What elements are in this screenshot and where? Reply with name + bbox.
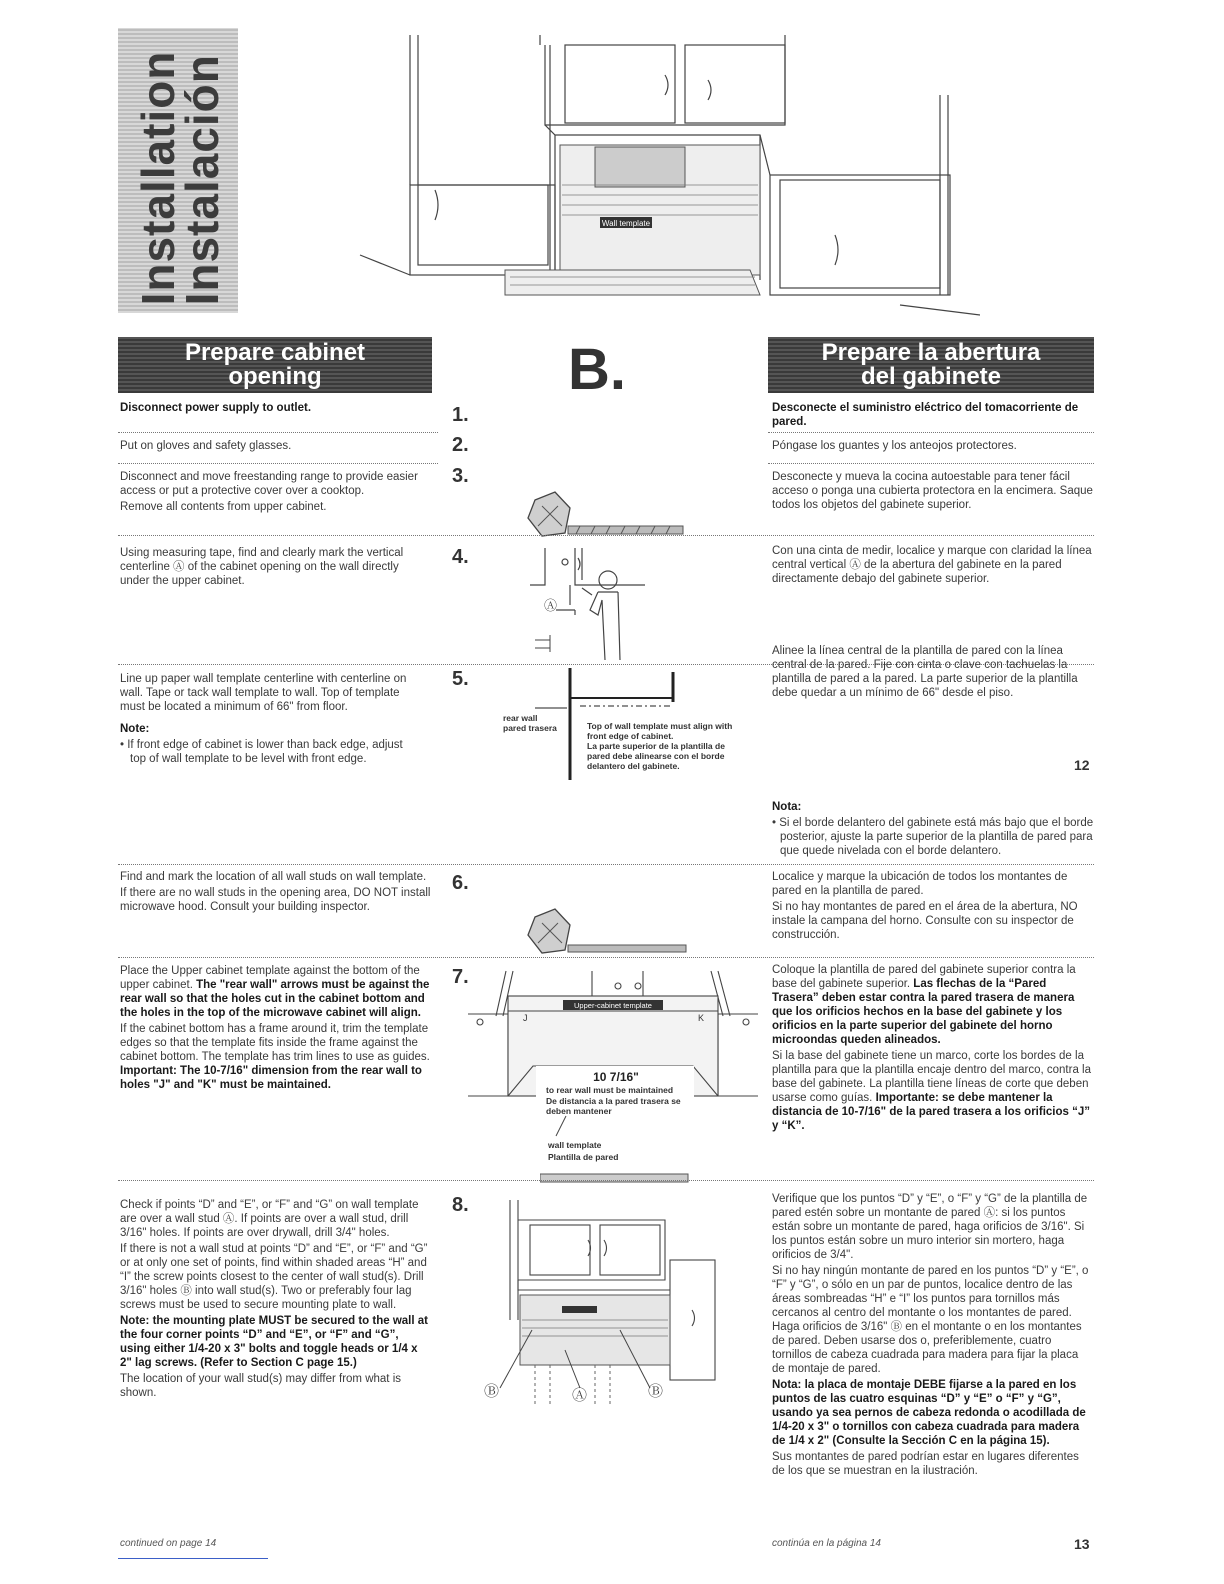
- step5-es-note-label: Nota:: [772, 801, 802, 813]
- fig7-cap1: to rear wall must be maintained: [546, 1085, 674, 1095]
- header-es-line2: del gabinete: [860, 363, 1002, 390]
- pared-trasera-label: pared trasera: [503, 723, 557, 733]
- page-number-12: 12: [1074, 757, 1090, 773]
- fig5-cap3: La parte superior de la plantilla de: [587, 741, 725, 751]
- divider: [768, 463, 1094, 464]
- step8-en-p1: Check if points “D” and “E”, or “F” and “G” on wall template are over a wall stud Ⓐ. If points are over a wall stud, drill 3/16" holes. If points are over drywall, drill 3/4" holes.: [120, 1199, 419, 1239]
- step1-en: Disconnect power supply to outlet.: [120, 402, 312, 414]
- step5-es-note: [772, 800, 1094, 860]
- step3-en-p1: Disconnect and move freestanding range to provide easier access or put a protective cover over a cooktop.: [120, 471, 418, 497]
- rear-wall-label: rear wall: [503, 713, 538, 723]
- step4-en: Using measuring tape, find and clearly mark the vertical centerline Ⓐ of the cabinet opening on the wall directly under the upper cabinet.: [120, 547, 404, 587]
- wall-template-label: Wall template: [601, 219, 651, 228]
- hole-b-left-label: Ⓑ: [484, 1383, 500, 1400]
- step8-es-p1: Verifique que los puntos “D” y “E”, o “F” y “G” de la plantilla de pared estén sobre un montante de pared Ⓐ: si los puntos están sobre un montante de pared, haga orificios de 3/16". Si los puntos están sobre un muro interior sin mortero, haga orificios de 3/4".: [772, 1193, 1088, 1261]
- step5-number: 5.: [452, 668, 469, 690]
- step3-en: [120, 470, 426, 516]
- plantilla-pared-caption: Plantilla de pared: [548, 1152, 619, 1162]
- step6-en-p2: If there are no wall studs in the opening area, DO NOT install microwave hood. Consult your building inspector.: [120, 887, 431, 913]
- header-en-line1: Prepare cabinet: [184, 339, 366, 366]
- step6-es-p1: Localice y marque la ubicación de todos los montantes de pared en la plantilla de pared.: [772, 871, 1068, 897]
- step6-es: [772, 870, 1094, 944]
- divider: [118, 432, 438, 433]
- wall-template-caption: wall template: [548, 1140, 602, 1150]
- step4-number: 4.: [452, 546, 469, 568]
- divider: [118, 463, 438, 464]
- step6-es-p2: Si no hay montantes de pared en el área de la abertura, NO instale la campana del horno. Consulte con su inspector de construcción.: [772, 901, 1078, 941]
- header-es-line1: Prepare la abertura: [821, 339, 1041, 366]
- step6-en: [120, 870, 432, 916]
- footer-continued-en: continued on page 14: [120, 1538, 217, 1549]
- step7-es-p1a: Coloque la plantilla de pared del gabinete superior contra la base del gabinete superior.: [772, 964, 1076, 990]
- header-en-line2: opening: [228, 363, 322, 390]
- fig5-cap1: Top of wall template must align with: [587, 721, 733, 731]
- step7-en: [120, 964, 432, 1094]
- point-k-label: K: [698, 1013, 705, 1023]
- step7-number: 7.: [452, 966, 469, 988]
- mounting-studs-illustration: [470, 1200, 720, 1410]
- stud-a-label: Ⓐ: [572, 1387, 588, 1404]
- step1-es: Desconecte el suministro eléctrico del tomacorriente de pared.: [772, 402, 1079, 428]
- step5-en-text: Line up paper wall template centerline with centerline on wall. Tape or tack wall template to wall. Top of template must be located a minimum of 66" from floor.: [120, 673, 407, 713]
- divider: [118, 864, 1094, 865]
- fig5-cap4: pared debe alinearse con el borde: [587, 751, 725, 761]
- template-alignment-illustration: [495, 668, 755, 788]
- divider: [118, 535, 1094, 536]
- divider: [768, 432, 1094, 433]
- step3-es: [772, 470, 1094, 514]
- tab-line-es: Instalación: [176, 54, 228, 306]
- step2-number: 2.: [452, 434, 469, 456]
- step2-en: Put on gloves and safety glasses.: [120, 440, 292, 452]
- step7-es-p2b: Importante: se debe mantener la distancia de 10-7/16" de la pared trasera a los orificios “J” y “K”.: [772, 1092, 1091, 1132]
- centerline-a-label: Ⓐ: [544, 598, 558, 613]
- step5-es-note: • Si el borde delantero del gabinete está más bajo que el borde posterior, ajuste la parte superior de la plantilla de pared para que quede nivelada con el borde delantero.: [772, 817, 1094, 857]
- section-letter: B.: [568, 337, 626, 402]
- step1-number: 1.: [452, 404, 469, 426]
- fig7-cap3: deben mantener: [546, 1106, 612, 1116]
- tab-title: [132, 50, 228, 306]
- measuring-tape-illustration: [520, 488, 690, 548]
- fig5-cap5: delantero del gabinete.: [587, 761, 680, 771]
- step2-es: Póngase los guantes y los anteojos protectores.: [772, 440, 1017, 452]
- step8-en-p2: If there is not a wall stud at points “D” and “E”, or “F” and “G” or at only one set of points, find within shaded areas “H” and “I” the screw points closest to the center of wall stud(s). Drill 3/16" holes Ⓑ into wall stud(s). Two or preferably four lag screws must be used to secure mounting plate to wall.: [120, 1243, 428, 1311]
- step8-number: 8.: [452, 1194, 469, 1216]
- fig7-cap2: De distancia a la pared trasera se: [546, 1096, 681, 1106]
- person-marking-illustration: [520, 540, 660, 665]
- step7-en-p1b: The "rear wall" arrows must be against the rear wall so that the holes cut in the cabinet bottom and the holes in the top of the microwave cabinet will align.: [120, 979, 430, 1019]
- step7-en-p2a: If the cabinet bottom has a frame around it, trim the template edges so that the template fits inside the frame against the cabinet bottom. The template has trim lines to use as guides.: [120, 1023, 430, 1063]
- step7-es: [772, 963, 1094, 1135]
- stud-finder-illustration: [520, 905, 690, 965]
- divider: [118, 957, 1094, 958]
- step7-en-p1a: Place the Upper cabinet template against the bottom of the upper cabinet.: [120, 965, 420, 991]
- step8-en: [120, 1198, 430, 1402]
- step6-en-p1: Find and mark the location of all wall studs on wall template.: [120, 871, 427, 883]
- step8-es-p4: Sus montantes de pared podrían estar en lugares diferentes de los que se muestran en la ilustración.: [772, 1451, 1079, 1477]
- step3-es-p1: Desconecte y mueva la cocina autoestable para tener fácil acceso o ponga una cubierta protectora en la encimera. Saque todos los objetos del gabinete superior.: [772, 471, 1093, 511]
- divider: [118, 1180, 1094, 1181]
- step6-number: 6.: [452, 872, 469, 894]
- header-es: [768, 337, 1094, 393]
- step5-en: [120, 672, 420, 768]
- step8-es: [772, 1192, 1094, 1480]
- tape-strip-illustration: [540, 1172, 690, 1184]
- step8-es-p3: Nota: la placa de montaje DEBE fijarse a la pared en los puntos de las cuatro esquinas “D” y “E” o “F” y “G”, usando ya sea pernos de cabeza redonda o acodillada de 1/4-20 x 3" o tornillos con cabeza cuadrada para madera de 1/4 x 2" (Consulte la Sección C en la página 15).: [772, 1379, 1086, 1447]
- upper-template-banner: Upper-cabinet template: [574, 1001, 652, 1010]
- step4-es: Con una cinta de medir, localice y marque con claridad la línea central vertical Ⓐ de la abertura del gabinete en la pared directamente debajo del gabinete superior.: [772, 545, 1092, 585]
- step3-number: 3.: [452, 465, 469, 487]
- tab-line-en: Installation: [132, 50, 184, 306]
- page-number-13: 13: [1074, 1536, 1090, 1552]
- footer-underline: [118, 1558, 268, 1559]
- footer-continued-es: continúa en la página 14: [772, 1538, 881, 1549]
- upper-cabinet-template-illustration: [468, 966, 758, 1166]
- fig5-cap2: front edge of cabinet.: [587, 731, 674, 741]
- step5-en-note: • If front edge of cabinet is lower than back edge, adjust top of wall template to be level with front edge.: [120, 739, 403, 765]
- header-en: [118, 337, 432, 393]
- cabinet-illustration: [340, 35, 980, 320]
- step7-en-p2b: Important: The 10-7/16" dimension from the rear wall to holes "J" and "K" must be maintained.: [120, 1065, 422, 1091]
- step7-es-p1b: Las flechas de la “Pared Trasera” deben estar contra la pared trasera de manera que los orificios hechos en la base del gabinete y los orificios en la parte superior del gabinete del horno microondas queden alineados.: [772, 978, 1075, 1046]
- point-j-label: J: [523, 1013, 528, 1023]
- step5-en-note-label: Note:: [120, 723, 150, 735]
- section-tab: [118, 28, 238, 313]
- step8-en-p3: Note: the mounting plate MUST be secured to the wall at the four corner points “D” and “E”, or “F” and “G”, using either 1/4-20 x 3" bolts and toggle heads or 1/4 x 2" lag screws. (Refer to Section C page 15.): [120, 1315, 428, 1369]
- step8-en-p4: The location of your wall stud(s) may differ from what is shown.: [120, 1373, 402, 1399]
- step7-es-p2a: Si la base del gabinete tiene un marco, corte los bordes de la plantilla para que la plantilla encaje dentro del marco, contra la base del gabinete. La plantilla tiene líneas de corte que deben usarse como guías.: [772, 1050, 1092, 1104]
- hole-b-right-label: Ⓑ: [648, 1383, 664, 1400]
- dimension-label: 10 7/16": [593, 1070, 639, 1084]
- step8-es-p2: Si no hay ningún montante de pared en los puntos “D” y “E”, o “F” y “G”, o sólo en un par de puntos, localice dentro de las áreas sombreadas “H” e “I” los puntos para tornillos más cercanos al centro del montante o los montantes de pared. Haga orificios de 3/16" Ⓑ en el montante o en los montantes de pared. Deben usarse dos o, preferiblemente, cuatro tornillos de cabeza cuadrada para madera para fijar la placa de montaje de pared.: [772, 1265, 1089, 1375]
- step3-en-p2: Remove all contents from upper cabinet.: [120, 501, 327, 513]
- step5-es: Alinee la línea central de la plantilla de pared con la línea central de la pared. Fije con cinta o clave con tachuelas la plantilla de pared a la pared. La parte superior de la plantilla debe quedar a un mínimo de 66" desde el piso.: [772, 645, 1078, 699]
